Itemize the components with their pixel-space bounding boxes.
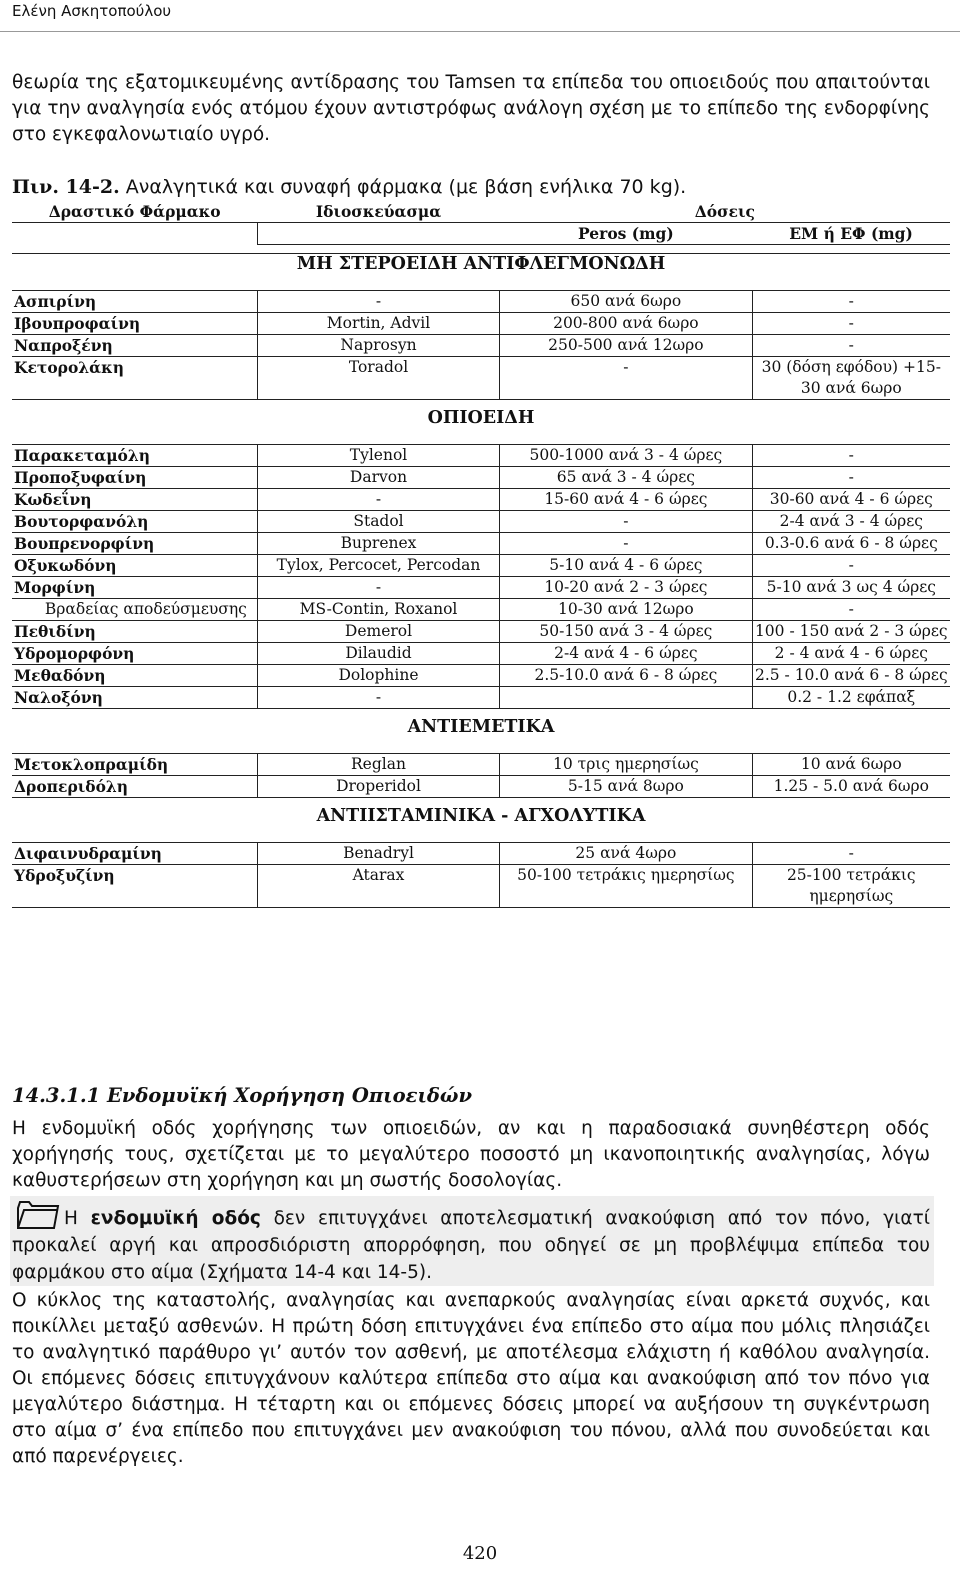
- table-row: [12, 445, 950, 467]
- drug-name: Διφαινυδραμίνη: [12, 843, 257, 865]
- dose-im: -: [752, 843, 950, 865]
- dose-im: 30 (δόση εφόδου) +15-30 ανά 6ωρο: [752, 357, 950, 400]
- dose-peros: 10-20 ανά 2 - 3 ώρες: [500, 577, 752, 599]
- section-title: ΟΠΙΟΕΙΔΗ: [12, 408, 950, 445]
- table-row: [12, 335, 950, 357]
- section-title: ΜΗ ΣΤΕΡΟΕΙΔΗ ΑΝΤΙΦΛΕΓΜΟΝΩΔΗ: [12, 254, 950, 291]
- dose-peros: 2-4 ανά 4 - 6 ώρες: [500, 643, 752, 665]
- section-title-row: [12, 717, 950, 754]
- drug-name: Ναπροξένη: [12, 335, 257, 357]
- dose-im: 0.2 - 1.2 εφάπαξ: [752, 687, 950, 709]
- brand-name: Dolophine: [257, 665, 499, 687]
- brand-name: Tylenol: [257, 445, 499, 467]
- section-title-row: [12, 254, 950, 291]
- table-row: [12, 357, 950, 400]
- section-title-row: [12, 806, 950, 843]
- drug-name: Παρακεταμόλη: [12, 445, 257, 467]
- dose-im: 2.5 - 10.0 ανά 6 - 8 ώρες: [752, 665, 950, 687]
- drug-name: Προποξυφαίνη: [12, 467, 257, 489]
- table-row: [12, 621, 950, 643]
- dose-im: 2 - 4 ανά 4 - 6 ώρες: [752, 643, 950, 665]
- dose-im: -: [752, 599, 950, 621]
- dose-peros: [500, 687, 752, 709]
- dose-peros: 250-500 ανά 12ωρο: [500, 335, 752, 357]
- dose-im: 10 ανά 6ωρο: [752, 754, 950, 776]
- table-subheader-row: [12, 223, 950, 245]
- brand-name: Stadol: [257, 511, 499, 533]
- brand-name: -: [257, 291, 499, 313]
- brand-name: Reglan: [257, 754, 499, 776]
- brand-name: Buprenex: [257, 533, 499, 555]
- header-peros: Peros (mg): [500, 223, 752, 245]
- brand-name: Tylox, Percocet, Percodan: [257, 555, 499, 577]
- dose-peros: 65 ανά 3 - 4 ώρες: [500, 467, 752, 489]
- drug-name: Υδρομορφόνη: [12, 643, 257, 665]
- table-row: [12, 577, 950, 599]
- caption-text: Αναλγητικά και συναφή φάρμακα (με βάση ενήλικα 70 kg).: [119, 176, 687, 198]
- dose-im: 30-60 ανά 4 - 6 ώρες: [752, 489, 950, 511]
- brand-name: Darvon: [257, 467, 499, 489]
- brand-name: Toradol: [257, 357, 499, 400]
- page-number: 420: [462, 1543, 498, 1564]
- brand-name: Dilaudid: [257, 643, 499, 665]
- brand-name: Demerol: [257, 621, 499, 643]
- table-row: [12, 865, 950, 908]
- section-title: ΑΝΤΙΙΣΤΑΜΙΝΙΚΑ - ΑΓΧΟΛΥΤΙΚΑ: [12, 806, 950, 843]
- dose-peros: 200-800 ανά 6ωρο: [500, 313, 752, 335]
- brand-name: MS-Contin, Roxanol: [257, 599, 499, 621]
- dose-peros: 500-1000 ανά 3 - 4 ώρες: [500, 445, 752, 467]
- table-row: [12, 313, 950, 335]
- table-row: [12, 776, 950, 798]
- drug-name: Υδροξυζίνη: [12, 865, 257, 908]
- brand-name: Mortin, Advil: [257, 313, 499, 335]
- dose-peros: 10-30 ανά 12ωρο: [500, 599, 752, 621]
- note-post: δεν επιτυγχάνει αποτελεσματική ανακούφιση από τον πόνο, γιατί προκαλεί αργή και απροσδιόριστη απορρόφηση, που οδηγεί σε μη προβλέψιμα επίπεδα του φαρμάκου στο αίμα (Σχήματα 14-4 και 14-5).: [12, 1208, 930, 1283]
- table-row: [12, 511, 950, 533]
- paragraph-2: Ο κύκλος της καταστολής, αναλγησίας και ανεπαρκούς αναλγησίας είναι αρκετά συχνός, και ποικίλλει μεταξύ ασθενών. Η πρώτη δόση επιτυγχάνει ένα επίπεδο στο αίμα που μόλις πλησιάζει το αναλγητικό παράθυρο γι’ αυτόν τον ασθενή, με αποτέλεσμα ελάχιστη ή καθόλου αναλγησία. Οι επόμενες δόσεις επιτυγχάνουν καλύτερα επίπεδα στο αίμα και ανακούφιση από τον πόνο για μεγαλύτερο διάστημα. Η τέταρτη και οι επόμενες δόσεις μπορεί να αυξήσουν τη συγκέντρωση στο αίμα σ’ ένα επίπεδο που επιτυγχάνει μεν ανακούφιση του πόνου, αλλά που συνοδεύεται και από παρενέργειες.: [12, 1290, 930, 1467]
- drug-name: Κωδεΐνη: [12, 489, 257, 511]
- table-row: [12, 665, 950, 687]
- dose-peros: 50-150 ανά 3 - 4 ώρες: [500, 621, 752, 643]
- dose-peros: 15-60 ανά 4 - 6 ώρες: [500, 489, 752, 511]
- table-row: [12, 533, 950, 555]
- brand-name: Droperidol: [257, 776, 499, 798]
- table-row: [12, 555, 950, 577]
- header-im: ΕΜ ή ΕΦ (mg): [752, 223, 950, 245]
- dose-im: 1.25 - 5.0 ανά 6ωρο: [752, 776, 950, 798]
- drug-name: Μετοκλοπραμίδη: [12, 754, 257, 776]
- brand-name: -: [257, 687, 499, 709]
- drug-name: Βουπρενορφίνη: [12, 533, 257, 555]
- dose-peros: -: [500, 357, 752, 400]
- header-rule: [0, 31, 960, 32]
- dose-peros: 10 τρις ημερησίως: [500, 754, 752, 776]
- dose-peros: 5-15 ανά 8ωρο: [500, 776, 752, 798]
- brand-name: -: [257, 577, 499, 599]
- drug-table: [12, 201, 950, 908]
- section-heading: 14.3.1.1 Ενδομυϊκή Χορήγηση Οπιοειδών: [12, 1084, 472, 1107]
- drug-name: Κετορολάκη: [12, 357, 257, 400]
- caption-label: Πιν. 14-2.: [12, 176, 120, 198]
- dose-im: -: [752, 291, 950, 313]
- brand-name: -: [257, 489, 499, 511]
- dose-peros: 5-10 ανά 4 - 6 ώρες: [500, 555, 752, 577]
- table-row: [12, 643, 950, 665]
- dose-im: 5-10 ανά 3 ως 4 ώρες: [752, 577, 950, 599]
- table-row: [12, 489, 950, 511]
- drug-name: Βραδείας αποδεύσμευσης: [12, 599, 257, 621]
- intro-paragraph: θεωρία της εξατομικευμένης αντίδρασης του Tamsen τα επίπεδα του οπιοειδούς που απαιτούνται για την αναλγησία ενός ατόμου έχουν αντιστρόφως ανάλογη σχέση με το επίπεδο της ενδορφίνης στο εγκεφαλονωτιαίο υγρό.: [12, 72, 930, 145]
- section-title-row: [12, 408, 950, 445]
- dose-im: -: [752, 445, 950, 467]
- header-doses: Δόσεις: [500, 201, 950, 223]
- dose-peros: -: [500, 511, 752, 533]
- table-caption: [12, 176, 686, 198]
- table-row: [12, 467, 950, 489]
- note-text: [12, 1205, 930, 1286]
- table-row: [12, 291, 950, 313]
- table-header-row: [12, 201, 950, 223]
- drug-name: Μεθαδόνη: [12, 665, 257, 687]
- drug-name: Μορφίνη: [12, 577, 257, 599]
- header-form: Ιδιοσκεύασμα: [257, 201, 499, 223]
- dose-im: 0.3-0.6 ανά 6 - 8 ώρες: [752, 533, 950, 555]
- section-title: ΑΝΤΙΕΜΕΤΙΚΑ: [12, 717, 950, 754]
- running-header-author: Ελένη Ασκητοπούλου: [12, 2, 172, 20]
- dose-peros: 650 ανά 6ωρο: [500, 291, 752, 313]
- dose-im: -: [752, 335, 950, 357]
- drug-name: Ναλοξόνη: [12, 687, 257, 709]
- dose-im: 25-100 τετράκις ημερησίως: [752, 865, 950, 908]
- dose-im: -: [752, 467, 950, 489]
- note-pre: Η: [64, 1208, 91, 1229]
- dose-peros: -: [500, 533, 752, 555]
- dose-peros: 25 ανά 4ωρο: [500, 843, 752, 865]
- drug-name: Δροπεριδόλη: [12, 776, 257, 798]
- dose-im: -: [752, 555, 950, 577]
- brand-name: Benadryl: [257, 843, 499, 865]
- dose-peros: 50-100 τετράκις ημερησίως: [500, 865, 752, 908]
- dose-im: 100 - 150 ανά 2 - 3 ώρες: [752, 621, 950, 643]
- dose-im: -: [752, 313, 950, 335]
- drug-name: Πεθιδίνη: [12, 621, 257, 643]
- brand-name: Naprosyn: [257, 335, 499, 357]
- drug-name: Βουτορφανόλη: [12, 511, 257, 533]
- brand-name: Atarax: [257, 865, 499, 908]
- table-row: [12, 599, 950, 621]
- paragraph-1: Η ενδομυϊκή οδός χορήγησης των οπιοειδών, αν και η παραδοσιακά συνηθέστερη οδός χορήγησής τους, σχετίζεται με το μεγαλύτερο ποσοστό μη ικανοποιητικής αναλγησίας, λόγω καθυστερήσεων στη χορήγηση και μη σωστής δοσολογίας.: [12, 1118, 930, 1191]
- header-drug: Δραστικό Φάρμακο: [12, 201, 257, 223]
- drug-name: Ιβουπροφαίνη: [12, 313, 257, 335]
- table-row: [12, 687, 950, 709]
- drug-name: Οξυκωδόνη: [12, 555, 257, 577]
- dose-im: 2-4 ανά 3 - 4 ώρες: [752, 511, 950, 533]
- note-bold: ενδομυϊκή οδός: [90, 1208, 261, 1229]
- dose-peros: 2.5-10.0 ανά 6 - 8 ώρες: [500, 665, 752, 687]
- drug-name: Ασπιρίνη: [12, 291, 257, 313]
- table-row: [12, 754, 950, 776]
- table-row: [12, 843, 950, 865]
